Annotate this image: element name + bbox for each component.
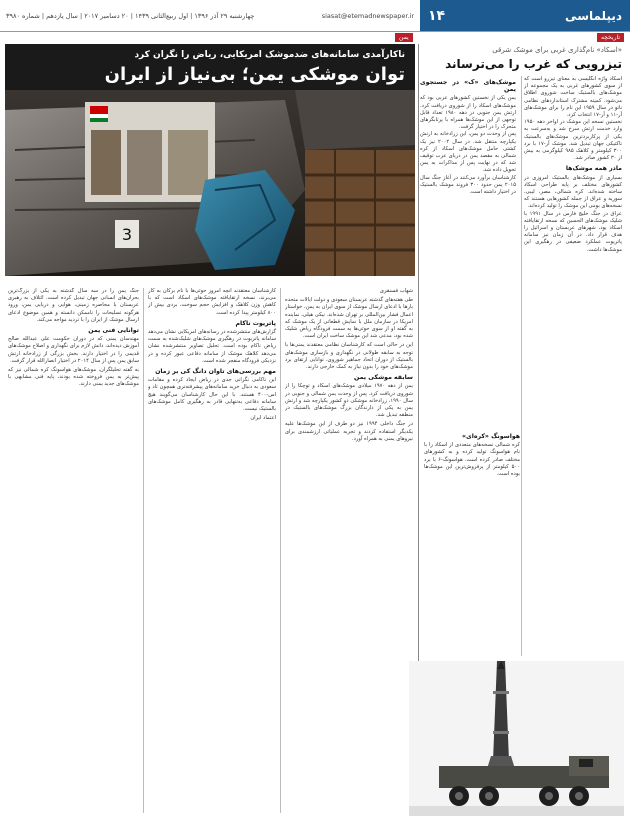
right-story-kicker: «اسکاد» نام‌گذاری غربی برای موشک شرقی (492, 46, 622, 54)
subheading: هواسونگ «کره‌ای» (462, 433, 520, 440)
paragraph: گزارش‌های منتشرشده در رسانه‌های امریکایی نشان می‌دهد سامانه پاتریوت در رهگیری موشک‌های شلیک‌شده به سمت ریاض ناکام بوده است. تحلیل تصاویر منتشرشده نشان می‌دهد کلاهک موشک از سامانه دفاعی عبور کرده و در نزدیکی فرودگاه منفجر شده است. (148, 329, 276, 364)
paragraph: این در حالی است که کارشناسان نظامی معتقدند یمنی‌ها با توجه به سابقه طولانی در نگهداری و بازسازی موشک‌های بالستیک از دوران اتحاد جماهیر شوروی، توانایی ارتقای برد موشک‌های خود را بدون نیاز به کمک خارجی دارند. (285, 342, 413, 371)
paragraph: در جنگ داخلی ۱۹۹۴ نیز دو طرف از این موشک‌ها علیه یکدیگر استفاده کردند و تجربه عملیاتی ارزشمندی برای نیروهای یمنی به همراه آورد. (285, 421, 413, 442)
paragraph: اسکاد واژه انگلیسی به معنای تیزرو است که از سوی کشورهای غربی به یک مجموعه از موشک‌های بالستیک ساخت شوروی اطلاق می‌شود. کمیته مشترک استانداردهای نظامی ناتو در سال ۱۹۵۹ این نام را برای موشک‌های آر-۱۱ و آر-۱۷ انتخاب کرد. (524, 76, 622, 119)
paragraph: مهندسان یمنی که در دوران حکومت علی عبدالله صالح آموزش دیده‌اند، دانش لازم برای نگهداری و اصلاح موشک‌های قدیمی را در اختیار دارند. بخش بزرگی از زرادخانه ارتش سابق یمن پس از سال ۲۰۱۴ در اختیار انصارالله قرار گرفت. (8, 336, 139, 364)
subheading: سابقه موشکی یمن (354, 374, 413, 382)
paragraph: یمن از دهه ۱۹۷۰ میلادی موشک‌های اسکاد و توچکا را از شوروی دریافت کرد. پس از وحدت یمن شمالی و جنوبی در سال ۱۹۹۰، زرادخانه موشکی دو کشور یکپارچه شد و ارتش یمن به یکی از دارندگان بزرگ موشک‌های بالستیک در منطقه تبدیل شد. (285, 383, 413, 419)
paragraph: به گفته تحلیلگران، موشک‌های هواسونگ کره شمالی نیز که پیش‌تر به یمن فروخته شده بودند، پایه فنی مشابهی با موشک‌های جدید یمنی دارند. (8, 367, 139, 388)
paragraph: طی هفته‌های گذشته عربستان سعودی و دولت ایالات متحده بارها با ادعای ارسال موشک از سوی ایران به یمن، خواستار اعمال فشار بین‌المللی بر تهران شده‌اند. نیکی هیلی، نماینده امریکا در سازمان ملل با نمایش قطعاتی از یک موشک که به گفته او از سوی حوثی‌ها به سمت فرودگاه ریاض شلیک شده بود، مدعی شد این موشک ساخت ایران است. (285, 297, 413, 340)
right-column-3 (424, 430, 520, 510)
article-column-1 (285, 288, 413, 813)
paragraph: پس از وحدت دو یمن، این زرادخانه به ارتش یکپارچه منتقل شد. در سال ۲۰۰۲ نیز یک کشتی حامل موشک‌های اسکاد از کره شمالی به مقصد یمن در دریای عرب توقیف شد که در نهایت پس از مذاکرات به یمن تحویل داده شد. (420, 131, 516, 174)
paragraph: یمن یکی از نخستین کشورهای عربی بود که موشک‌های اسکاد را از شوروی دریافت کرد. ارتش یمن جنوبی در دهه ۱۹۸۰ تعداد قابل توجهی از این موشک‌ها همراه با پرتابگرهای متحرک را در اختیار گرفت. (420, 95, 516, 131)
right-section-label: تاریخچه (597, 33, 624, 42)
subheading: پاتریوت ناکام (235, 319, 276, 327)
feature-title: توان موشکی یمن؛ بی‌نیاز از ایران (104, 64, 405, 85)
subheading: موشک‌های «ک» در جستجوی یمن (420, 79, 516, 94)
website[interactable]: siasat@etemadnewspaper.ir (321, 11, 414, 20)
paragraph: عراق در جنگ خلیج فارس در سال ۱۹۹۱ با شلیک موشک‌های الحسین که نسخه ارتقایافته اسکاد بود، شهرهای عربستان و اسرائیل را هدف قرار داد. در آن زمان نیز سامانه پاتریوت عملکرد ضعیفی در رهگیری این موشک‌ها داشت. (524, 210, 622, 253)
paragraph: نخستین نسخه این موشک در اواخر دهه ۱۹۵۰ وارد خدمت ارتش سرخ شد و به‌سرعت به یکی از پرکاربردترین موشک‌های بالستیک تاکتیکی جهان تبدیل شد. موشک آر-۱۷ با برد ۳۰۰ کیلومتر و کلاهک ۹۸۵ کیلوگرمی به بیش از ۳۰ کشور صادر شد. (524, 119, 622, 162)
page-number: ۱۴ (428, 7, 446, 24)
feature-box (5, 44, 415, 276)
paragraph: کارشناسان معتقدند آنچه امروز حوثی‌ها با نام برکان به کار می‌برند، نسخه ارتقایافته موشک‌های اسکاد است که با کاهش وزن کلاهک و افزایش حجم سوخت، بردی بیش از ۸۰۰ کیلومتر پیدا کرده است. (148, 288, 276, 316)
paragraph: جنگ یمن را در سه سال گذشته به یکی از بزرگ‌ترین بحران‌های انسانی جهان تبدیل کرده است. ائتلاف به رهبری عربستان با محاصره زمینی، هوایی و دریایی یمن، ورود هرگونه تسلیحات را ناممکن دانسته و همین موضوع ادعای ارسال موشک از ایران را با تردید مواجه می‌کند. (8, 288, 139, 323)
header-meta (0, 0, 420, 31)
missile-debris-photo (5, 90, 415, 276)
right-column-1 (524, 76, 622, 656)
section-name: دیپلماسی (565, 8, 622, 23)
subheading: توانایی فنی یمن (88, 327, 139, 335)
paragraph: شهاب فسنقری (379, 288, 413, 294)
date-line: چهارشنبه ۲۹ آذر ۱۳۹۶ | اول ربیع‌الثانی ۱۴۳۹ | ۲۰ دسامبر ۲۰۱۷ | سال یازدهم | شماره ۳۹۸۰ (6, 11, 255, 20)
subheading: مادر همه موشک‌ها (565, 165, 622, 173)
right-story-headline: تیزرویی که غرب را می‌ترساند (445, 57, 622, 71)
right-story-header (417, 46, 622, 71)
scud-launcher-photo (409, 661, 624, 816)
paragraph: کره شمالی نسخه‌های متعددی از اسکاد را با نام هواسونگ تولید کرده و به کشورهای مختلف صادر کرده است. هواسونگ-۶ با برد ۵۰۰ کیلومتر از پرفروش‌ترین این موشک‌ها بوده است. (424, 442, 520, 478)
article-column-2 (148, 288, 276, 813)
page-header (0, 0, 630, 32)
panel-number: 3 (121, 225, 133, 244)
right-column-2 (420, 76, 516, 426)
paragraph: این ناکامی نگرانی جدی در ریاض ایجاد کرده و مقامات سعودی به دنبال خرید سامانه‌های پیشرفته‌تری همچون تاد و اس-۴۰۰ هستند. با این حال کارشناسان می‌گویند هیچ سامانه دفاعی به‌تنهایی قادر به رهگیری کامل موشک‌های بالستیک نیست. (148, 377, 276, 413)
paragraph: کارشناسان برآورد می‌کنند در آغاز جنگ سال ۲۰۱۵ یمن حدود ۳۰۰ فروند موشک بالستیک در اختیار داشته است. (420, 174, 516, 196)
feature-kicker: ناکارآمدی سامانه‌های ضدموشک امریکایی، ریاض را نگران کرد (134, 50, 405, 60)
left-section-label: یمن (395, 33, 413, 42)
paragraph: اعتماد ایران (250, 415, 276, 422)
section-banner (420, 0, 630, 31)
article-column-3 (8, 288, 139, 813)
subheading: مهم بررسی‌های تاوان دانگ کی بر زمان (155, 368, 276, 376)
paragraph: بسیاری از موشک‌های بالستیک امروزی در کشورهای مختلف بر پایه طراحی اسکاد ساخته شده‌اند. کره شمالی، مصر، لیبی، سوریه و عراق از جمله کشورهایی هستند که نسخه‌های بومی این موشک را تولید کرده‌اند. (524, 174, 622, 210)
